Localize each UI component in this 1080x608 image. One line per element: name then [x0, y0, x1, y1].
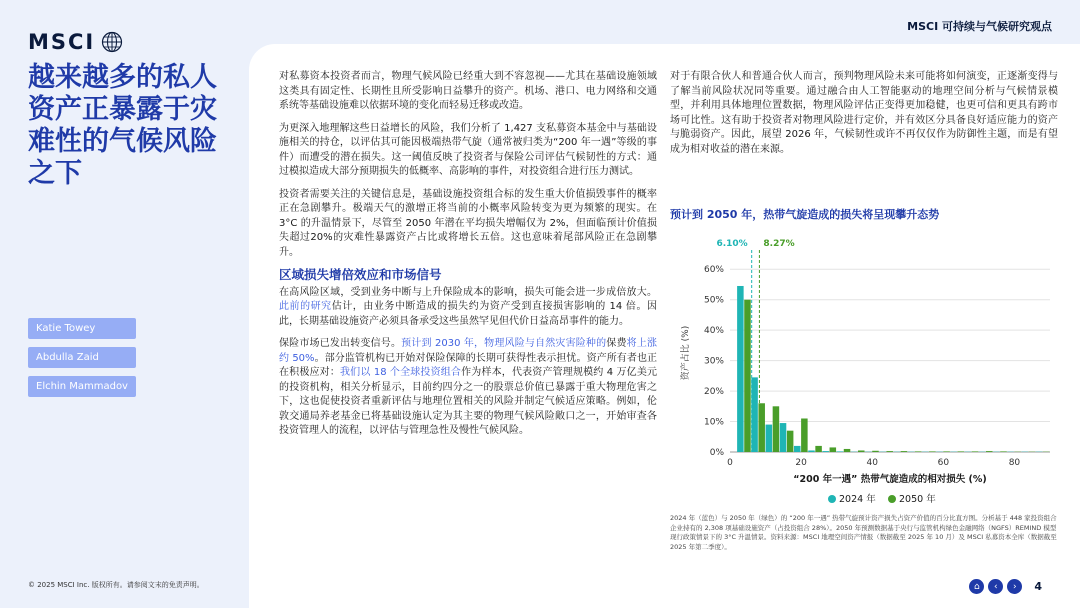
portfolio-link[interactable]: 我们以 18 个全球投资组合 — [340, 367, 462, 378]
globe-icon — [101, 31, 123, 53]
text: 。部分监管机构已开始对保险保障的长期可获得性表示担忧。资产所有者也正在积极应对： — [279, 352, 658, 378]
histogram-chart — [670, 224, 1060, 505]
text: 在高风险区域，受到业务中断与上升保险成本的影响，损失可能会进一步成倍放大。 — [279, 286, 657, 298]
paragraph: 为更深入地理解这些日益增长的风险，我们分析了 1,427 支私募资本基金中与基础设施相关的持仓，以评估其可能因极端热带气旋（通常被归类为“200 年一遇”等级的事件）而遭受的潜在损失。这一阈值反映了投资者与保险公司评估气候韧性的方式：通过模拟造成大部分预期损失的低概率、高影响的事件，对投资组合进行压力测试。 — [279, 122, 657, 177]
histogram-bar — [744, 300, 751, 452]
histogram-bar — [737, 286, 744, 452]
histogram-bar — [808, 450, 815, 452]
paragraph — [279, 286, 657, 330]
histogram-bar — [780, 423, 787, 452]
x-tick-label: 40 — [866, 458, 878, 468]
histogram-bar — [787, 431, 794, 452]
legend-label: 2024 年 — [839, 494, 876, 505]
y-tick-label: 0% — [709, 448, 724, 458]
y-tick-label: 40% — [703, 326, 724, 337]
chevron-left-icon[interactable]: ‹ — [988, 579, 1003, 594]
page-title: 越来越多的私人资产正暴露于灾难性的气候风险之下 — [28, 62, 217, 189]
histogram-bar — [929, 451, 936, 452]
text: 保险市场已发出转变信号。 — [279, 338, 402, 349]
paragraph — [279, 337, 657, 439]
histogram-bar — [958, 451, 965, 452]
paragraph: 投资者需要关注的关键信息是，基础设施投资组合标的发生重大价值损毁事件的概率正在急剧攀升。极端天气的激增正将当前的小概率风险转变为更为频繁的现实。在 3°C 的升温情景下，尽管至 2050 年潜在平均损失增幅仅为 2%，但面临预计价值损失超过20%的灾难性暴露资产占比或将增长五倍。这也意味着尾部风险正在急剧攀升。 — [279, 188, 657, 258]
histogram-bar — [801, 418, 808, 452]
histogram-bar — [986, 451, 993, 452]
author-tag[interactable]: Elchin Mammadov — [28, 376, 136, 397]
text-column-left — [279, 70, 657, 447]
histogram-bar — [1000, 451, 1007, 452]
histogram-bar — [943, 451, 950, 452]
x-tick-label: 60 — [937, 458, 950, 468]
x-tick-label: 20 — [795, 458, 807, 468]
page-navigation — [969, 579, 1042, 594]
home-icon[interactable]: ⌂ — [969, 579, 984, 594]
text: 保费 — [606, 338, 627, 349]
msci-logo — [28, 30, 123, 54]
text: 作为样本，代表资产管理规模约 4 万亿美元的投资机构，相关分析显示，目前约四分之一的股票总价值已暴露于重大物理危害之下，这也促使投资者重新评估与地理位置相关的风险并制定气候适应策略。例如，伦敦交通局养老基金已将基础设施认定为其主要的物理气候风险敞口之一，开始审查各投资管理人的流程，以评估与管理急性及慢性气候风险。 — [279, 367, 657, 436]
y-tick-label: 60% — [703, 265, 724, 276]
text-column-right — [670, 70, 1058, 165]
copyright-notice: © 2025 MSCI Inc. 版权所有。请参阅文末的免责声明。 — [28, 581, 204, 589]
y-tick-label: 30% — [703, 356, 724, 367]
histogram-bar — [773, 406, 780, 452]
chart-title: 预计到 2050 年，热带气旋造成的损失将呈现攀升态势 — [670, 208, 940, 221]
author-list — [28, 318, 136, 397]
premium-rise-link[interactable]: 将上涨约 50% — [279, 338, 658, 364]
y-axis-label: 资产占比 (%) — [681, 325, 691, 381]
paragraph: 对私募资本投资者而言，物理气候风险已经重大到不容忽视——尤其在基础设施领域这类具有固定性、长期性且所受影响日益攀升的资产。机场、港口、电力网络和交通系统等基础设施难以依据环境的变化而轻易迁移或改造。 — [279, 71, 657, 111]
paragraph: 对于有限合伙人和普通合伙人而言，预判物理风险未来可能将如何演变，正逐渐变得与了解当前风险状况同等重要。通过融合由人工智能驱动的地理空间分析与气候情景模型，并利用具体地理位置数据，物理风险评估正变得更加稳健，也更可信和更具有跨市场可比性。这有助于投资者对物理风险进行定价，并有效区分具备良好适应能力的资产与脆弱资产。因此，展望 2026 年，气候韧性或许不再仅仅作为防御性主题，而是有望成为相对收益的潜在来源。 — [670, 71, 1058, 155]
histogram-bar — [901, 451, 908, 452]
y-tick-label: 20% — [703, 387, 724, 398]
y-tick-label: 10% — [703, 417, 724, 428]
section-heading: 区域损失增倍效应和市场信号 — [279, 267, 442, 282]
histogram-bar — [858, 450, 865, 452]
histogram-bar — [794, 446, 801, 452]
author-tag[interactable]: Abdulla Zaid — [28, 347, 136, 368]
histogram-bar — [815, 446, 822, 452]
chart-caption: 2024 年（蓝色）与 2050 年（绿色）的 “200 年一遇” 热带气旋预计资产损失占资产价值的百分比直方图。分析基于 448 家投资组合企业持有的 2,308 项基础设施资产（占投资组合 28%）。2050 年预测数据基于央行与监管机构绿色金融网络（NGFS）REMIND 模型现行政策情景下的 3°C 升温情景。资料来源：MSCI 地理空间资产情报（数据截至 2025 年 10 月）及 MSCI 私募资本全库（数据截至 2025 年第二季度）。 — [670, 514, 1057, 551]
histogram-bar — [915, 451, 922, 452]
histogram-bar — [886, 451, 893, 452]
page-number: 4 — [1034, 580, 1042, 593]
histogram-bar — [766, 425, 773, 452]
histogram-bar — [837, 451, 844, 452]
histogram-bar — [822, 451, 829, 452]
legend-swatch — [828, 495, 836, 503]
histogram-bar — [830, 447, 837, 452]
research-link[interactable]: 此前的研究 — [279, 301, 332, 312]
x-tick-label: 80 — [1008, 458, 1021, 468]
histogram-bar — [872, 451, 879, 452]
histogram-bar — [751, 377, 758, 452]
text: 估计，由业务中断造成的损失约为资产受到直接损害影响的 14 倍。因此，长期基础设施资产必须具备承受这些虽然罕见但代价日益高昂事件的能力。 — [279, 301, 657, 327]
content-card — [249, 44, 1080, 608]
author-tag[interactable]: Katie Towey — [28, 318, 136, 339]
mean-marker-label: 6.10% — [716, 239, 748, 249]
histogram-bar — [972, 451, 979, 452]
x-tick-label: 0 — [727, 458, 733, 468]
logo-text: MSCI — [28, 30, 96, 54]
histogram-bar — [844, 449, 851, 452]
premium-link[interactable]: 预计到 2030 年，物理风险与自然灾害险种的 — [401, 338, 607, 349]
chart — [670, 224, 1060, 505]
legend-swatch — [888, 495, 896, 503]
y-tick-label: 50% — [703, 295, 724, 306]
mean-marker-label: 8.27% — [763, 239, 795, 249]
legend-label: 2050 年 — [899, 494, 936, 505]
chevron-right-icon[interactable]: › — [1007, 579, 1022, 594]
header-title: MSCI 可持续与气候研究观点 — [907, 20, 1052, 33]
x-axis-label: “200 年一遇” 热带气旋造成的相对损失 (%) — [793, 474, 987, 485]
